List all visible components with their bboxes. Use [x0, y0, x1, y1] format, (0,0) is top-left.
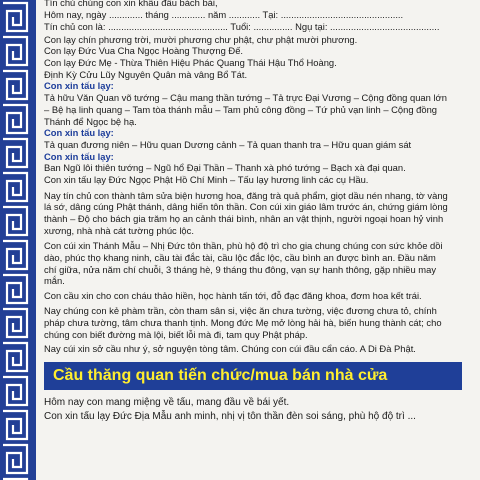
decorative-border [0, 0, 36, 480]
text-line: Ban Ngũ lôi thiên tướng – Ngũ hổ Đại Thần – Thanh xà phó tướng – Bạch xà đại quan. [44, 162, 406, 174]
text-line: Nay chúng con kẻ phàm trần, còn tham sân si, việc ăn chưa tường, việc đương chưa tỏ, chính [44, 305, 437, 317]
document-page [44, 0, 476, 480]
text-line: chí giữa, nửa năm chí chuỗi, 3 tháng hè, 9 tháng thu đông, vạn sự hanh thông, gặp nhiều may [44, 263, 437, 275]
text-line: pháp chưa tường, tâm chưa thanh tịnh. Mong đức Mẹ mở lòng hải hà, biến hung thành cát; cho [44, 316, 442, 328]
text-line: Con lạy Đức Mẹ - Thừa Thiên Hiệu Phác Quang Thái Hậu Thổ Hoàng. [44, 57, 337, 69]
text-line: Thánh để Ngọc bệ hạ. [44, 115, 137, 127]
text-line: Tín chủ chúng con xin khấu đầu bách bái, [44, 0, 218, 8]
text-line: Con xin tấu lạy Đức Ngọc Phật Hồ Chí Minh – Tấu lạy hương linh các cụ Hầu. [44, 174, 369, 186]
text-line: dào, phúc thọ khang ninh, cầu tài đắc tài, cầu lộc đắc lộc, cầu bình an được bình an. Đầu năm [44, 252, 436, 264]
text-line: Con lạy Đức Vua Cha Ngọc Hoàng Thượng Đế. [44, 45, 244, 57]
text-line: Hôm nay, ngày ............. tháng ............. năm ............ Tại: ............................................... [44, 8, 404, 20]
text-line: Nay tín chủ con thành tâm sửa biện hương hoa, đăng trà quả phẩm, giọt dầu nén nhang, tờ vàng [44, 189, 448, 201]
section-label: Con xin tấu lạy: [44, 80, 114, 92]
text-line: thành – Độ cho bách gia trăm họ an cảnh thái bình, nhân an vật thịnh, người ngoại hoan hỷ vinh [44, 213, 444, 225]
section-label: Con xin tấu lạy: [44, 127, 114, 139]
text-line: – Bệ hạ linh quang – Tam tòa thánh mẫu – Tam phủ công đồng – Tứ phủ vạn linh – Cộng đồng [44, 103, 438, 115]
text-line: lá sớ, dâng cúng Phật thánh, dâng hiến tôn thần. Con cúi xin giáo lâm trước án, chứng giám lòng [44, 201, 448, 213]
text-line: xương, nhà nhà cát tường phúc lộc. [44, 224, 194, 236]
text-line: Tả hữu Văn Quan võ tướng – Cậu mang thần tướng – Tả trực Đại Vương – Cộng đồng quan lớn [44, 92, 447, 104]
text-line: Tín chủ con là: .............................................. Tuổi: ............... Ngụ tại: .......................................... [44, 21, 440, 33]
text-line: Định Kỳ Cửu Lũy Nguyên Quân mà vâng Bổ Tát. [44, 68, 248, 80]
text-line: Con cúi xin Thánh Mẫu – Nhị Đức tôn thần, phù hộ độ trì cho gia chung chúng con sức khỏe dồi [44, 240, 443, 252]
text-line: chúng con biết đường mà lội, biết lỗi mà đi, tam quy Phật pháp. [44, 328, 308, 340]
text-line: Tả quan đương niên – Hữu quan Dương cảnh – Tả quan thanh tra – Hữu quan giám sát [44, 138, 412, 150]
text-line: Con lạy chín phương trời, mười phương chư phật, chư phật mười phương. [44, 33, 358, 45]
banner-title: Cầu thăng quan tiến chức/mua bán nhà cửa [53, 367, 388, 385]
text-line: Hôm nay con mang miệng về tấu, mang đầu về bái yết. [44, 397, 290, 409]
text-line: Nay cúi xin sở cầu như ý, sở nguyện tòng tâm. Chúng con cúi đầu cẩn cáo. A Di Đà Phật. [44, 343, 416, 355]
text-line: Con cầu xin cho con cháu thảo hiền, học hành tấn tới, đỗ đạc đăng khoa, đơm hoa kết trái. [44, 290, 422, 302]
section-label: Con xin tấu lạy: [44, 150, 114, 162]
text-line: Con xin tấu lạy Đức Địa Mẫu anh minh, nhị vị tôn thần đèn soi sáng, phù hộ độ trì ... [44, 411, 416, 423]
text-line: mắn. [44, 275, 65, 287]
section-banner [44, 362, 462, 390]
